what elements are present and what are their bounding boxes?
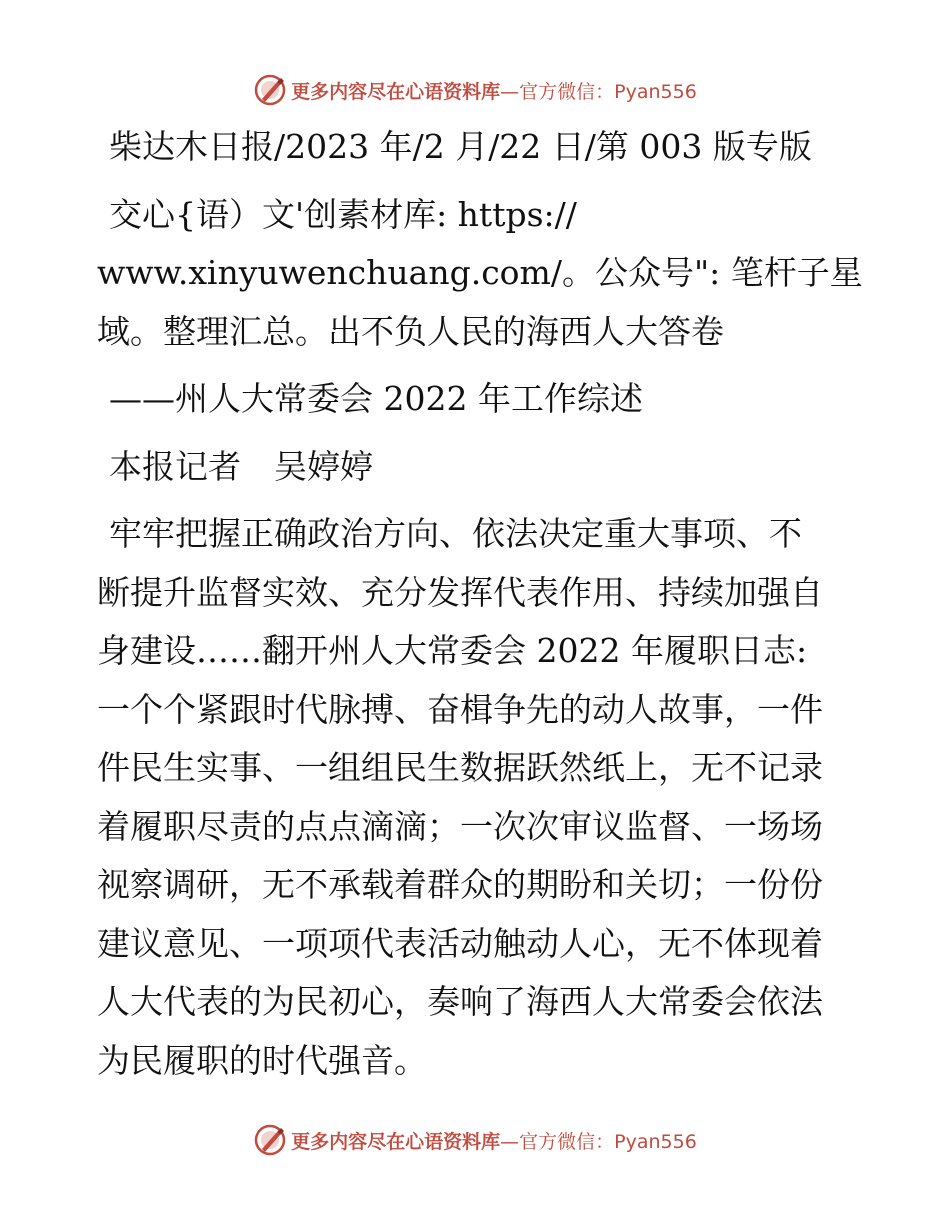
body-line-8: 建议意见、一项项代表活动触动人心，无不体现着 [97, 923, 823, 963]
body-line-3: 身建设……翻开州人大常委会 2022 年履职日志: [97, 631, 808, 670]
article-byline: 本报记者 吴婷婷 [109, 446, 373, 486]
pen-logo-icon [253, 73, 287, 107]
watermark-text [291, 1127, 697, 1154]
article-subtitle: ——州人大常委会 2022 年工作综述 [109, 379, 643, 418]
document-body [97, 118, 863, 1090]
pen-logo-icon [253, 1123, 287, 1157]
watermark-lead: 更多内容尽在心语资料库 [291, 1130, 501, 1153]
source-line-3: 域。整理汇总。出不负人民的海西人大答卷 [97, 311, 724, 351]
body-line-10: 为民履职的时代强音。 [97, 1040, 427, 1080]
body-line-4: 一个个紧跟时代脉搏、奋楫争先的动人故事，一件 [97, 689, 823, 729]
watermark-tail: —官方微信：Pyan556 [500, 80, 697, 103]
body-line-5: 件民生实事、一组组民生数据跃然纸上，无不记录 [97, 748, 823, 787]
watermark-banner-top [0, 70, 950, 110]
body-line-6: 着履职尽责的点点滴滴；一次次审议监督、一场场 [97, 806, 823, 846]
newspaper-header-line: 柴达木日报/2023 年/2 月/22 日/第 003 版专版 [109, 127, 812, 166]
body-line-7: 视察调研，无不承载着群众的期盼和关切；一份份 [97, 865, 823, 904]
body-line-1: 牢牢把握正确政治方向、依法决定重大事项、不 [109, 514, 802, 553]
source-line-2: www.xinyuwenchuang.com/。公众号": 笔杆子星 [97, 253, 863, 292]
watermark-lead: 更多内容尽在心语资料库 [291, 80, 501, 103]
body-line-9: 人大代表的为民初心，奏响了海西人大常委会依法 [97, 982, 823, 1021]
body-line-2: 断提升监督实效、充分发挥代表作用、持续加强自 [97, 572, 823, 612]
watermark-text [291, 77, 697, 104]
source-line-1: 交心{语）文'创素材库: https:// [109, 194, 577, 234]
watermark-tail: —官方微信：Pyan556 [500, 1130, 697, 1153]
watermark-banner-bottom [0, 1120, 950, 1160]
